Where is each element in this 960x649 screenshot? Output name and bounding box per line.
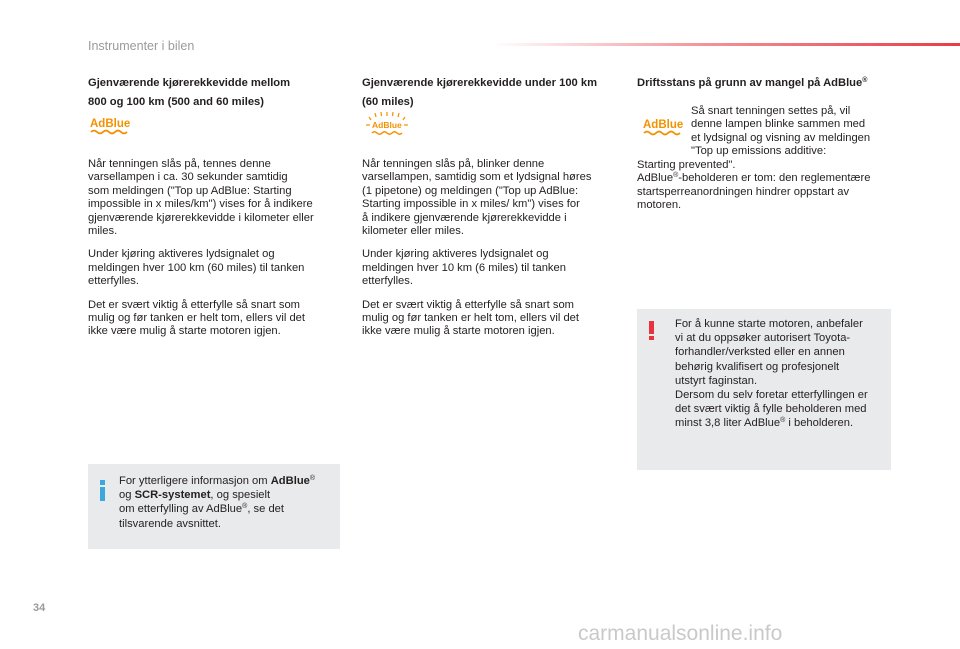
text-line: mulig og før tanken er helt tom, ellers vil det: [88, 312, 306, 325]
text-line: denne lampen blinke sammen med: [691, 118, 866, 131]
text-fragment: , og spesielt: [210, 489, 271, 502]
text-line: som meldingen ("Top up AdBlue: Starting: [88, 184, 292, 197]
registered-mark: ®: [242, 503, 248, 511]
warning-box: [637, 309, 891, 470]
paragraph-driving: [362, 248, 624, 288]
heading-line: (60 miles): [362, 96, 414, 108]
text-line: ikke være mulig å starte motoren igjen.: [362, 325, 555, 338]
scr-system-bold: SCR-systemet: [134, 489, 211, 502]
text-line: vi at du oppsøker autorisert Toyota-: [675, 332, 851, 345]
text-line: Dersom du selv foretar etterfyllingen er: [675, 389, 868, 402]
text-line: varsellampen, samtidig som et lydsignal høres: [362, 171, 592, 184]
paragraph-ignition: [362, 158, 624, 238]
text-line: [675, 416, 887, 430]
text-fragment: AdBlue: [637, 172, 674, 185]
text-line: [119, 488, 334, 502]
registered-mark: ®: [780, 417, 786, 425]
text-fragment: -beholderen er tom: den reglementære: [678, 172, 871, 185]
info-box: [88, 464, 340, 549]
text-line: Så snart tenningen settes på, vil: [691, 105, 851, 117]
heading-text: Driftsstans på grunn av mangel på AdBlue: [637, 77, 863, 89]
adblue-icon-text: AdBlue: [372, 120, 402, 130]
paragraph-important: [88, 299, 343, 339]
adblue-bold: AdBlue: [270, 475, 310, 487]
text-line: Starting prevented".: [637, 159, 736, 171]
column-3-body: [637, 159, 897, 213]
text-line: Det er svært viktig å etterfylle så snart som: [88, 298, 301, 311]
registered-mark: ®: [309, 475, 316, 482]
text-line: behørig kvalifisert og profesjonelt: [675, 360, 840, 373]
adblue-flashing-icon: [363, 111, 409, 141]
text-line: utstyrt faginstan.: [675, 374, 758, 387]
text-fragment: minst 3,8 liter AdBlue: [675, 417, 781, 430]
text-line: "Top up emissions additive:: [691, 145, 827, 158]
text-fragment: og: [119, 489, 135, 502]
text-line: ikke være mulig å starte motoren igjen.: [88, 325, 281, 338]
text-fragment: om etterfylling av AdBlue: [119, 503, 243, 516]
column-range-800-100: [88, 74, 343, 112]
adblue-icon-text: AdBlue: [90, 118, 131, 130]
text-line: miles.: [88, 225, 118, 238]
heading-range-under-100: [362, 74, 624, 112]
info-text: [119, 474, 334, 531]
text-fragment: For ytterligere informasjon om: [119, 475, 271, 487]
text-line: Under kjøring aktiveres lydsignalet og: [362, 248, 549, 261]
text-line: etterfylles.: [362, 275, 413, 288]
text-line: kilometer eller miles.: [362, 225, 464, 238]
text-fragment: , se det: [247, 503, 285, 516]
heading-operation-stop: [637, 74, 897, 93]
paragraph-important: [362, 299, 624, 339]
section-title: Instrumenter i bilen: [88, 39, 195, 53]
text-line: å indikere gjenværende kjørerekkevidde i: [362, 211, 567, 224]
adblue-warning-icon: [89, 113, 131, 137]
text-line: Når tenningen slås på, tennes denne: [88, 158, 271, 170]
text-line: det svært viktig å fylle beholderen med: [675, 403, 867, 416]
registered-mark: ®: [673, 172, 679, 180]
page-number: 34: [33, 602, 46, 614]
text-line: et lydsignal og visning av meldingen: [691, 131, 871, 144]
warning-text: [675, 317, 887, 431]
text-line: gjenværende kjørerekkevidde i kilometer eller: [88, 211, 314, 224]
registered-mark: ®: [862, 77, 868, 84]
adblue-icon-text: AdBlue: [643, 119, 684, 131]
text-line: startsperreanordningen hindrer oppstart av: [637, 185, 850, 198]
column-2-body: [362, 158, 624, 339]
text-line: For å kunne starte motoren, anbefaler: [675, 318, 863, 330]
heading-line: Gjenværende kjørerekkevidde mellom: [88, 77, 291, 89]
column-1-body: [88, 158, 343, 339]
column-operation-stop: [637, 74, 897, 93]
text-line: forhandler/verksted eller en annen: [675, 346, 845, 359]
column-range-under-100: [362, 74, 624, 112]
exclamation-icon: [649, 321, 655, 340]
info-icon: [100, 480, 106, 501]
text-line: etterfylles.: [88, 275, 139, 288]
text-line: [119, 502, 334, 516]
text-fragment: i beholderen.: [785, 417, 854, 430]
heading-line: 800 og 100 km (500 and 60 miles): [88, 96, 264, 108]
text-line: [637, 172, 897, 185]
heading-line: Gjenværende kjørerekkevidde under 100 km: [362, 77, 598, 89]
text-line: (1 pipetone) og meldingen ("Top up AdBlue:: [362, 184, 579, 197]
text-line: Når tenningen slås på, blinker denne: [362, 158, 545, 170]
text-line: impossible in x miles/km") vises for å indikere: [88, 198, 313, 211]
text-line: [119, 474, 334, 488]
text-beside-icon: [691, 105, 891, 159]
text-line: Under kjøring aktiveres lydsignalet og: [88, 248, 275, 261]
text-line: mulig og før tanken er helt tom, ellers vil det: [362, 312, 580, 325]
text-line: Det er svært viktig å etterfylle så snart som: [362, 298, 575, 311]
header-accent-line: [492, 43, 960, 46]
text-line: varsellampen i ca. 30 sekunder samtidig: [88, 171, 288, 184]
paragraph-driving: [88, 248, 343, 288]
watermark: carmanualsonline.info: [578, 622, 783, 645]
heading-range-800-100: [88, 74, 343, 112]
paragraph-ignition: [88, 158, 343, 238]
adblue-stop-icon: [642, 114, 684, 138]
text-line: Starting impossible in x miles/ km") vises for: [362, 198, 580, 211]
text-line: meldingen hver 100 km (60 miles) til tanken: [88, 261, 305, 274]
text-line: tilsvarende avsnittet.: [119, 517, 221, 530]
text-line: motoren.: [637, 199, 682, 212]
text-line: meldingen hver 10 km (6 miles) til tanken: [362, 261, 566, 274]
